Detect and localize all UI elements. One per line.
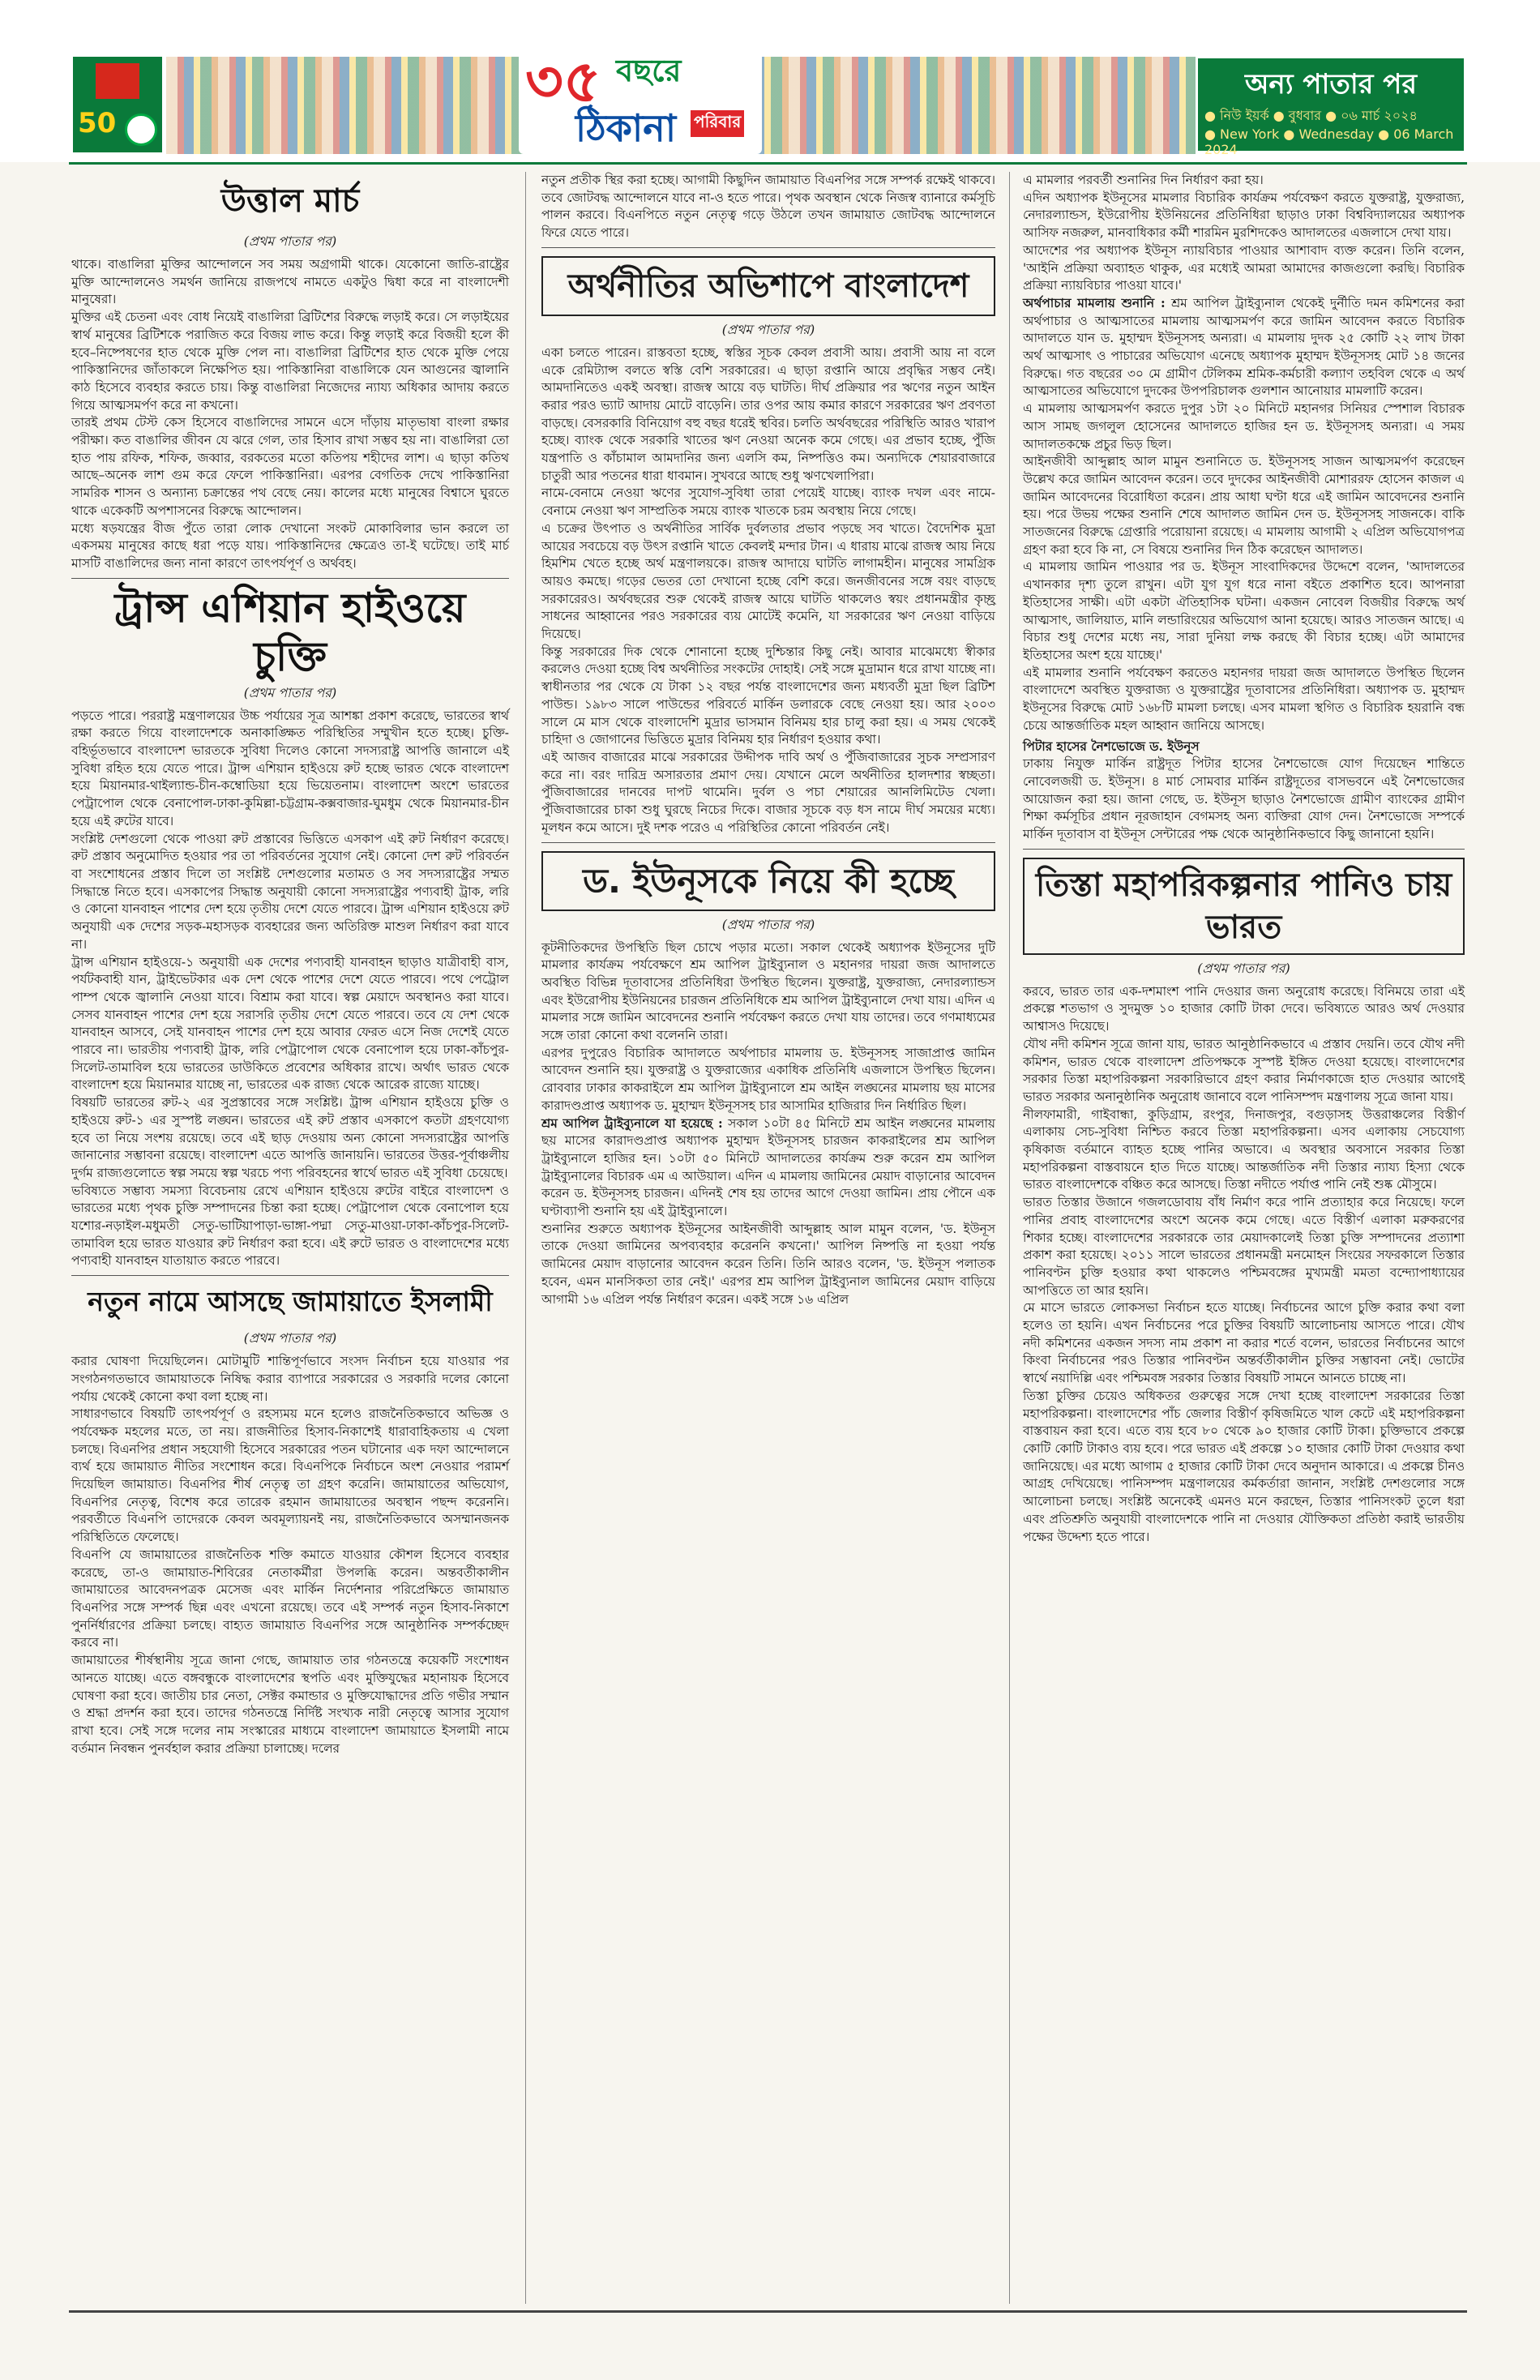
article-paragraph: ঢাকায় নিযুক্ত মার্কিন রাষ্ট্রদূত পিটার হাসের নৈশভোজে যোগ দিয়েছেন শান্তিতে নোবেলজয়ী ড. ইউনূস। ৪ মার্চ সোমবার মার্কিন রাষ্ট্রদূতের বাসভবনে এই নৈশভোজের আয়োজন করা হয়। জানা গেছে, ড. ইউনূস ছাড়াও নৈশভোজে গ্রামীণ ব্যাংকের গ্রামীণ শিক্ষা কর্মসূচির প্রধান নূরজাহান বেগমসহ অন্য ব্যক্তিরা যোগ দেন। নৈশভোজে সম্পর্কে মার্কিন দূতাবাস বা ইউনূস সেন্টারের পক্ষ থেকে আনুষ্ঠানিকভাবে কিছু জানানো হয়নি। [1023,756,1465,842]
divider [71,578,509,579]
article-title-asian-highway: ট্রান্স এশিয়ান হাইওয়ে চুক্তি [114,584,466,680]
article-paragraph: এই আজব বাজারের মাঝে সরকারের উদ্দীপক দাবি অর্থ ও পুঁজিবাজারের সুচক সম্প্রসারণ করে না। বরং দারিদ্র অসারতার প্রমাণ দেয়। যেখানে মেলে অর্থনীতির হালদশার স্বচ্ছতা। পুঁজিবাজারের দানবের দাপট থামেনি। দুর্বল ও পচা শেয়ারের আনলিমিটেড খেলা। পুঁজিবাজারের চাকা শুধু ঘুরছে নিচের দিকে। বাজার সূচকে বড় ধস নামে দীর্ঘ সময়ের মধ্যে। মূলধন কমে আসে। দুই দশক পরেও এ পরিস্থিতির কোনো পরিবর্তন নেই। [541,749,995,835]
article-paragraph: এরপর দুপুরেও বিচারিক আদালতে অর্থপাচার মামলায় ড. ইউনূসসহ সাজাপ্রাপ্ত জামিন আবেদন শুনানি হয়। যুক্তরাষ্ট্র ও যুক্তরাজ্যের একাধিক প্রতিনিধি এজলাসে উপস্থিত ছিলেন। রোববার ঢাকার কাকরাইলে শ্রম আপিল ট্রাইব্যুনালে শ্রম আইন লঙ্ঘনের মামলায় ছয় মাসের কারাদণ্ডপ্রাপ্ত অধ্যাপক ড. মুহাম্মদ ইউনূসসহ চার আসামির হাজিরার দিন নির্ধারিত ছিল। [541,1045,995,1113]
article-title-yunus: ড. ইউনূসকে নিয়ে কী হচ্ছে [541,851,995,911]
article-paragraph: কিন্তু সরকারের দিক থেকে শোনানো হচ্ছে দুশ্চিন্তার কিছু নেই। আবার মাঝেমধ্যে স্বীকার করলেও দেওয়া হচ্ছে বিশ্ব অর্থনীতির সংকটের দোহাই। সেই সঙ্গে মুদ্রামান ধরে রাখা যাচ্ছে না। স্বাধীনতার পর থেকে যে টাকা ১২ বছর পর্যন্ত বাংলাদেশের জন্য মধ্যবর্তী মুদ্রা ছিল ব্রিটিশ পাউন্ড। ১৯৮৩ সালে পাউন্ডের পরিবর্তে মার্কিন ডলারকে বেছে নেওয়া হয়। আর ২০০৩ সালে মে মাস থেকে বাংলাদেশি মুদ্রার ভাসমান বিনিময় হার চালু করা হয়। এ সময় থেকেই চাহিদা ও জোগানের ভিত্তিতে মুদ্রার বিনিময় হার নির্ধারণ হওয়ার কথা। [541,644,995,747]
column-3 [1023,172,1465,1546]
article-title-jamaat: নতুন নামে আসছে জামায়াতে ইসলামী [88,1286,493,1318]
date-line-bn: ● নিউ ইয়র্ক ● বুধবার ● ০৬ মার্চ ২০২৪ [1204,108,1418,123]
article-kicker: (প্রথম পাতার পর) [721,321,815,337]
column-divider [1009,172,1010,2304]
article-paragraph: করার ঘোষণা দিয়েছিলেন। মোটামুটি শান্তিপূর্ণভাবে সংসদ নির্বাচন হয়ে যাওয়ার পর সংগঠনগতভাবে জামায়াতকে নিষিদ্ধ করার ব্যাপারে সরকারের ও সরকারি দলের কোনো পর্যায় থেকেই কোনো কথা বলা হচ্ছে না। [71,1354,509,1404]
article-kicker: (প্রথম পাতার পর) [1197,960,1290,976]
section-title: অন্য পাতার পর [1244,68,1418,101]
section-banner [1198,58,1464,157]
article-paragraph: ভবিষ্যতে সম্ভাব্য সমস্যা বিবেচনায় রেখে এশিয়ান হাইওয়ে রুটের বাইরে বাংলাদেশ ও ভারতের মধ্যে পৃথক চুক্তি সম্পাদনের চিন্তা করা হচ্ছে। পেট্রাপোল থেকে বেনাপোল হয়ে যশোর-নড়াইল-মধুমতী সেতু-ভাটিয়াপাড়া-ভাঙ্গা-পদ্মা সেতু-মাওয়া-ঢাকা-কাঁচপুর-সিলেট-তামাবিল হয়ে ভারত যাওয়ার রুট নির্ধারণ করা হবে। এই রুটে ভারত ও বাংলাদেশের মধ্যে পণ্যবাহী যানবাহন যাতায়াত করতে পারবে। [71,1183,509,1269]
article-paragraph: সাধারণভাবে বিষয়টি তাৎপর্যপূর্ণ ও রহস্যময় মনে হলেও রাজনৈতিকভাবে অভিজ্ঞ ও পর্যবেক্ষক মহলের মতে, তা নয়। রাজনীতির হিসাব-নিকাশেই ধারাবাহিকতায় এ খেলা চলছে। বিএনপির প্রধান সহযোগী হিসেবে সরকারের পতন ঘটানোর এক দফা আন্দোলনে ব্যর্থ হয়ে জামায়াত নীতির সংশোধন করে। বিএনপিকে নির্বাচনে অংশ নেওয়ার পরামর্শ দিয়েছিল জামায়াত। বিএনপির শীর্ষ নেতৃত্ব তা গ্রহণ করেনি। জামায়াতের অভিযোগ, বিএনপির নেতৃত্ব, বিশেষ করে তারেক রহমান জামায়াতের অবস্থান পছন্দ করেননি। পরবর্তীতে বিএনপি তাদেরকে কেবল অবমূল্যায়নই নয়, রাজনৈতিকভাবে অসম্মানজনক পরিস্থিতিতে ফেলেছে। [71,1406,509,1545]
article-paragraph: নতুন প্রতীক স্থির করা হচ্ছে। আগামী কিছুদিন জামায়াত বিএনপির সঙ্গে সম্পর্ক রক্ষেই থাকবে। তবে জোটবদ্ধ আন্দোলনে যাবে না-ও হতে পারে। পৃথক অবস্থান থেকে নিজস্ব ব্যানারে কর্মসূচি পালন করবে। বিএনপিতে নতুন নেতৃত্ব গড়ে উঠলে তখন জামায়াত জোটবদ্ধ আন্দোলনে ফিরে যেতে পারে। [541,173,995,241]
article-paragraph: এই মামলার শুনানি পর্যবেক্ষণ করতেও মহানগর দায়রা জজ আদালতে উপস্থিত ছিলেন বাংলাদেশে অবস্থিত যুক্তরাজ্য ও যুক্তরাষ্ট্রের দূতাবাসের প্রতিনিধিরা। অধ্যাপক ড. মুহাম্মদ ইউনূসের বিরুদ্ধে মোট ১৬৮টি মামলা চলছে। এসব মামলা স্থগিত ও বিচারিক হয়রানি বন্ধ চেয়ে আন্তর্জাতিক মহল আহ্বান জানিয়ে আসছে। [1023,665,1465,733]
article-title-economy: অর্থনীতির অভিশাপে বাংলাদেশ [541,256,995,316]
article-paragraph: সংশ্লিষ্ট দেশগুলো থেকে পাওয়া রুট প্রস্তাবের ভিত্তিতে এসকাপ এই রুট নির্ধারণ করেছে। রুট প্রস্তাব অনুমোদিত হওয়ার পর তা পরিবর্তনের সুযোগ নেই। কোনো দেশ রুট পরিবর্তন বা সংশোধনের প্রস্তাব দিলে তা সংশ্লিষ্ট দেশগুলোর মতামত ও সব সদস্যরাষ্ট্রের সম্মত সিদ্ধান্তে নিতে হবে। এসকাপের সিদ্ধান্ত অনুযায়ী কোনো সদস্যরাষ্ট্রের পণ্যবাহী ট্রাক, লরি ও কোনো যানবাহন পাশের দেশ হয়ে তৃতীয় দেশে যেতে পারবে। ট্রান্স এশিয়ান হাইওয়ে রুট অনুযায়ী এক দেশের সড়ক-মহাসড়ক ব্যবহারের জন্য অতিরিক্ত মাশুল নির্ধারণ করা যাবে না। [71,831,509,952]
article-paragraph: মে মাসে ভারতে লোকসভা নির্বাচন হতে যাচ্ছে। নির্বাচনের আগে চুক্তি করার কথা বলা হলেও তা হয়নি। এখন নির্বাচনের পরে চুক্তির বিষয়টি আলোচনায় আসতে পারে। যৌথ নদী কমিশনের একজন সদস্য নাম প্রকাশ না করার শর্তে বলেন, ভারতের নির্বাচনের আগে কিংবা নির্বাচনের পরও তিস্তার পানিবণ্টন অন্তর্বর্তীকালীন চুক্তির সম্ভাবনা নেই। ভোটের স্বার্থে নয়াদিল্লি এবং পশ্চিমবঙ্গ সরকার তিস্তার বিষয়টি সামনে আনতে চাচ্ছে না। [1023,1300,1465,1386]
article-paragraph: এদিন অধ্যাপক ইউনূসের মামলার বিচারিক কার্যক্রম পর্যবেক্ষণ করতে যুক্তরাষ্ট্র, যুক্তরাজ্য, নেদারল্যান্ডস, ইউরোপীয় ইউনিয়নের প্রতিনিধিরা ছাড়াও ঢাকা বিশ্ববিদ্যালয়ের অধ্যাপক আসিফ নজরুল, মানবাধিকার কর্মী শারমিন মুরশিদকেও আদালতের এজলাসে দেখা যায়। [1023,190,1465,241]
article-paragraph: এ মামলায় আত্মসমর্পণ করতে দুপুর ১টা ২০ মিনিটে মহানগর সিনিয়র স্পেশাল বিচারক আস সামছ জগলুল হোসেনের আদালতে হাজির হন ড. ইউনূসসহ অন্যরা। এ সময় আদালতকক্ষে প্রচুর ভিড় ছিল। [1023,401,1465,452]
logo-family: পরিবার [691,110,744,137]
monument-icon [96,63,139,99]
article-kicker: (প্রথম পাতার পর) [243,1330,337,1346]
article-paragraph: আইনজীবী আব্দুল্লাহ আল মামুন শুনানিতে ড. ইউনূসসহ সাজন আত্মসমর্পণ করেছেন উল্লেখ করে জামিন আবেদন করেন। তবে দুদকের আইনজীবী মোশাররফ হোসেন কাজল এ জামিন আবেদনের বিরোধিতা করেন। প্রায় আধা ঘণ্টা ধরে এই জামিন আবেদনের শুনানি হয়। পরে উভয় পক্ষের শুনানি শেষে আদালত জামিন দেন ড. ইউনূসসহ সাজনকে। বাকি সাতজনের বিরুদ্ধে গ্রেপ্তারি পরোয়ানা রয়েছে। এ মামলায় আগামী ২ এপ্রিল অভিযোগপত্র গ্রহণ করা হবে কি না, সে বিষয়ে শুনানির দিন ঠিক করেছেন আদালত। [1023,454,1465,557]
article-paragraph: ট্রান্স এশিয়ান হাইওয়ে-১ অনুযায়ী এক দেশের পণ্যবাহী যানবাহন ছাড়াও যাত্রীবাহী বাস, পর্যটকবাহী যান, ট্রাইভেটকার এক দেশ থেকে পাশের দেশে যেতে পারবে। পথে পেট্রোল পাম্প থেকে জ্বালানি নেওয়া যাবে। বিশ্রাম করা যাবে। স্বল্প মেয়াদে অবস্থানও করা যাবে। সেসব যানবাহন পাশের দেশ হয়ে সরাসরি তৃতীয় দেশে যেতে পারবে। তবে যে দেশ থেকে যানবাহন আসবে, সেই যানবাহন পাশের দেশ হয়ে আবার ফেরত এসে নিজ দেশেই যেতে পারবে না। ভারতীয় পণ্যবাহী ট্রাক, লরি পেট্রাপোল থেকে বেনাপোল হয়ে ঢাকা-কাঁচপুর-সিলেট-তামাবিল হয়ে ভারতের ডাউকিতে প্রবেশের অধিকার রাখে। অর্থাৎ ভারত থেকে বাংলাদেশ হয়ে মিয়ানমার যাচ্ছে না, ভারতের এক রাজ্য থেকে আরেক রাজ্যে যাচ্ছে। [71,954,509,1093]
inline-subhead: শ্রম আপিল ট্রাইব্যুনালে যা হয়েছে : [541,1115,723,1131]
article-paragraph: শুনানির শুরুতে অধ্যাপক ইউনূসের আইনজীবী আব্দুল্লাহ আল মামুন বলেন, 'ড. ইউনূস তাকে দেওয়া জামিনের অপব্যবহার করেননি কখনো।' আপিল নিষ্পত্তি না হওয়া পর্যন্ত জামিনের মেয়াদ বাড়ানোর আবেদন করেন তিনি। তিনি আরও বলেন, 'ড. ইউনূস পলাতক হবেন, এমন মানসিকতা তার নেই।' এরপর শ্রম আপিল ট্রাইব্যুনাল জামিনের মেয়াদ বাড়িয়ে আগামী ১৬ এপ্রিল পর্যন্ত নির্ধারণ করেন। একই সঙ্গে ১৬ এপ্রিল [541,1221,995,1307]
column-1 [71,172,509,1757]
divider [541,842,995,843]
divider [541,247,995,248]
page-number-badge [73,57,162,152]
article-paragraph: কূটনীতিকদের উপস্থিতি ছিল চোখে পড়ার মতো। সকাল থেকেই অধ্যাপক ইউনূসের দুটি মামলার কার্যক্রম পর্যবেক্ষণে শ্রম আপিল ট্রাইব্যুনাল ও মহানগর দায়রা জজ আদালতে অবস্থিত বিভিন্ন দূতাবাসের প্রতিনিধিরা উপস্থিত ছিলেন। যুক্তরাষ্ট্র, যুক্তরাজ্য, নেদারল্যান্ডস এবং ইউরোপীয় ইউনিয়নের চারজন প্রতিনিধিকে শ্রম আপিল ট্রাইব্যুনালে দেখা যায়। এদিন এ মামলার সঙ্গে জামিন আবেদনের শুনানি পর্যবেক্ষণ করতে দেখা যায় তাদের। তবে গণমাধ্যমের সঙ্গে তারা কোনো কথা বলেননি তারা। [541,940,995,1043]
article-paragraph: তারই প্রথম টেস্ট কেস হিসেবে বাঙালিদের সামনে এসে দাঁড়ায় মাতৃভাষা বাংলা রক্ষার পরীক্ষা। কত বাঙালির জীবন যে ঝরে গেল, তার হিসাব রাখা সম্ভব হয় না। বাঙালিরা তো হাত পায় রফিক, শফিক, জব্বার, বরকতের মতো কতিপয় শহীদের লাশ। এ ছাড়া কতিথ আছে–অনেক লাশ গুম করে ফেলে পাকিস্তানিরা। এরপর বেগতিক দেখে পাকিস্তানিরা সামরিক শাসন ও অন্যান্য চক্রান্তের পথ বেছে নেয়। কালের মধ্যে মানুষের বিশ্বাসে ঘুরতে থাকে একেকটি অপশাসনের বিরুদ্ধে আন্দোলন। [71,415,509,518]
column-2 [541,172,995,1308]
article-paragraph: এ মামলায় জামিন পাওয়ার পর ড. ইউনূস সাংবাদিকদের উদ্দেশে বলেন, 'আদালতের এখানকার দৃশ্য তুলে রাখুন। এটা যুগ যুগ ধরে নানা বইতে প্রকাশিত হবে। আপনারা ইতিহাসের সাক্ষী। এটা একটা ঐতিহাসিক ঘটনা। একজন নোবেল বিজয়ীর বিরুদ্ধে অর্থ আত্মসাৎ, জালিয়াত, মানি লন্ডারিংয়ের অভিযোগ আনা হয়েছে। আরও সাতজন আছে। এ বিচার শুধু দেশের মধ্যে নয়, সারা দুনিয়া লক্ষ করছে কী বিচার হচ্ছে। এটা আমাদের ইতিহাসের অংশ হয়ে যাচ্ছে।' [1023,559,1465,662]
inline-subhead: অর্থপাচার মামলায় শুনানি : [1023,295,1166,310]
article-paragraph: করবে, ভারত তার এক-দশমাংশ পানি দেওয়ার জন্য অনুরোধ করেছে। বিনিময়ে তারা এই প্রকল্পে শতভাগ ও সুদমুক্ত ১০ হাজার কোটি টাকা দেবে। ভবিষ্যতে আরও অর্থ দেওয়ার আশ্বাসও দিয়েছে। [1023,983,1465,1034]
article-title-uttal-march: উত্তাল মার্চ [220,182,360,220]
logo-number: ৩৫ [525,47,601,115]
article-paragraph: থাকে। বাঙালিরা মুক্তির আন্দোলনে সব সময় অগ্রগামী থাকে। যেকোনো জাতি-রাষ্ট্রের মুক্তি আন্দোলনেও সমর্থন জানিয়ে রাজপথে নামতে একটুও দ্বিধা করে না বাংলাদেশী মানুষেরা। [71,257,509,307]
date-line-en: ● New York ● Wednesday ● 06 March 2024 [1204,126,1454,157]
header-rule [69,162,1467,165]
logo-years: বছরে [616,53,682,88]
article-paragraph: নামে-বেনামে নেওয়া ঋণের সুযোগ-সুবিধা তারা পেয়েই যাচ্ছে। ব্যাংক দখল এবং নামে-বেনামে নেওয়া ঋণ সাম্প্রতিক সময়ে ব্যাংক খাতকে চরম অবস্থায় নিয়ে গেছে। [541,486,995,519]
article-paragraph: নীলফামারী, গাইবান্ধা, কুড়িগ্রাম, রংপুর, দিনাজপুর, বগুড়াসহ উত্তরাঞ্চলের বিস্তীর্ণ এলাকায় সেচ-সুবিধা নিশ্চিত করবে তিস্তা মহাপরিকল্পনা। এসব এলাকায় সেচযোগ্য কৃষিকাজ বর্তমানে ব্যাহত হচ্ছে পানির অভাবে। এ অবস্থার অবসানে সরকার তিস্তা মহাপরিকল্পনা বাস্তবায়নে হাত দিতে যাচ্ছে। আন্তর্জাতিক নদী তিস্তার ন্যায্য হিস্যা থেকে ভারত বাংলাদেশকে বঞ্চিত করে আসছে। তিস্তা নদীতে পর্যাপ্ত পানি নেই শুষ্ক মৌসুমে। [1023,1107,1465,1192]
article-paragraph: আদেশের পর অধ্যাপক ইউনূস ন্যায়বিচার পাওয়ার আশাবাদ ব্যক্ত করেন। তিনি বলেন, 'আইনি প্রক্রিয়া অব্যাহত থাকুক, এর মধ্যেই আমরা আমাদের কাজগুলো করছি। বিচারিক প্রক্রিয়া ন্যায়বিচার পাওয়া যাবে।' [1023,242,1465,293]
article-paragraph: বিষয়টি ভারতের রুট-২ এর সুপ্রস্তাবের সঙ্গে সংশ্লিষ্ট। ট্রান্স এশিয়ান হাইওয়ে চুক্তি ও হাইওয়ে রুট-১ এর সুস্পষ্ট লঙ্ঘন। ভারতের এই রুট প্রস্তাব এসকাপে কতটা গ্রহণযোগ্য হবে তা নিয়ে সংশয় রয়েছে। তবে এই ছাড় দেওয়ায় অন্য কোনো সদস্যরাষ্ট্রের আপত্তি জানানোর সম্ভাবনা রয়েছে। বাংলাদেশ এতে আপত্তি জানায়নি। ভারতের উত্তর-পূর্বাঞ্চলীয় দুর্গম রাজ্যগুলোতে স্বল্প সময়ে স্বল্প খরচে পণ্য পরিবহনের স্বার্থে ভারত এই সুবিধা চেয়েছে। [71,1095,509,1180]
subhead-peter-haas: পিটার হাসের নৈশভোজে ড. ইউনূস [1023,738,1200,754]
article-paragraph: যৌথ নদী কমিশন সূত্রে জানা যায়, ভারত আনুষ্ঠানিকভাবে এ প্রস্তাব দেয়নি। তবে যৌথ নদী কমিশন, ভারত থেকে বাংলাদেশ প্রতিপক্ষকে সুস্পষ্ট ইঙ্গিত দেওয়া হয়েছে। বাংলাদেশের সরকার তিস্তা মহাপরিকল্পনা সরকারিভাবে গ্রহণ করার নির্মাণকাজে হাত দেওয়ার আগেই ভারত সরকার অনানুষ্ঠানিক অনুরোধ জানাবে বলে পানিসম্পদ মন্ত্রণালয় সূত্রে জানা যায়। [1023,1036,1465,1104]
page-number: 50 [78,107,117,139]
column-divider [525,172,526,2304]
article-paragraph: মুক্তির এই চেতনা এবং বোধ নিয়েই বাঙালিরা ব্রিটিশের বিরুদ্ধে লড়াই করে। সে লড়াইয়ের স্বার্থ মানুষের ব্রিটিশকে পরাজিত করে বিজয় লাভ করে। কিন্তু লড়াই করে বিজয়ী হলে কী হবে–নিষ্পেষণের হাত থেকে মুক্তি পেল না। বাঙালিরা ব্রিটিশের হাত থেকে মুক্তি পেয়ে পাকিস্তানিদের জাঁতাকলে নিক্ষেপিত হয়। পাকিস্তানিরা বাঙালিকে যেন আগুনের জ্বালানি কাঠ হিসেবে ব্যবহার করতে চায়। কিন্তু বাঙালিরা নিজেদের ন্যায্য অধিকার আদায় করতে গিয়ে আত্মসমর্পণ করে না কখনো। [71,310,509,413]
article-paragraph: ভারত তিস্তার উজানে গজলডোবায় বাঁধ নির্মাণ করে পানি প্রত্যাহার করে নিয়েছে। ফলে পানির প্রবাহ বাংলাদেশের অংশে অনেক কমে গেছে। এতে বিস্তীর্ণ এলাকা মরুকরণের শিকার হচ্ছে। বাংলাদেশের সরকারকে তার মেয়াদকালেই তিস্তা চুক্তি সম্পাদনের প্রত্যাশা প্রকাশ করা হয়েছে। ২০১১ সালে ভারতের প্রধানমন্ত্রী মনমোহন সিংয়ের সফরকালে তিস্তার পানিবণ্টন চুক্তি হওয়ার কথা থাকলেও পশ্চিমবঙ্গের মুখ্যমন্ত্রী মমতা বন্দ্যোপাধ্যায়ের আপত্তিতে তা আর হয়নি। [1023,1195,1465,1298]
logo-brand: ঠিকানা [575,106,677,150]
divider [71,1275,509,1276]
article-kicker: (প্রথম পাতার পর) [243,233,337,249]
article-paragraph: একা চলতে পারেন। রাস্তবতা হচ্ছে, স্বস্তির সূচক কেবল প্রবাসী আয়। প্রবাসী আয় না বলে একে রেমিট্যান্স বলতে স্বস্তি বেশি সরকারের। এ ছাড়া রপ্তানি আয়ে প্রবৃদ্ধির সম্ভব নেই। আমদানিতেও একই অবস্থা। রাজস্ব আয়ে বড় ঘাটতি। দীর্ঘ প্রক্রিয়ার পর ঋণের নতুন আইন করার পরও ভ্যাট আদায় মোটে বাড়েনি। তার ওপর আয় কমার কারণে সরকারের ঋণ প্রবণতা বাড়ছে। বেসরকারি বিনিয়োগ বহু বছর ধরেই স্থবির। চলতি অর্থবছরের পরিস্থিতি আরও খারাপ হচ্ছে। ব্যাংক থেকে সরকারি খাতের ঋণ নেওয়া অনেক কমে গেছে। এর প্রভাব হচ্ছে, পুঁজি যন্ত্রপাতি ও কাঁচামাল আমদানির জন্য এলসি কম, নিষ্পত্তিও কম। অন্যদিকে শেয়ারবাজারে চাতুরী আর পতনের ধারা ধাবমান। সুখবরে আছে শুধু ঋণখেলাপিরা। [541,345,995,483]
footer-rule [69,2310,1467,2313]
article-paragraph: বিএনপি যে জামায়াতের রাজনৈতিক শক্তি কমাতে যাওয়ার কৌশল হিসেবে ব্যবহার করেছে, তা-ও জামায়াত-শিবিরের নেতাকর্মীরা উপলব্ধি করেন। অন্তবর্তীকালীন জামায়াতের আবেদনপত্রক মেসেজ এবং মার্কিন নির্দেশনার পরিপ্রেক্ষিতে জামায়াত বিএনপির সঙ্গে সম্পর্ক ছিন্ন এবং এখনো রয়েছে। তবে এই সম্পর্ক নতুন হিসাব-নিকাশে পুনর্নির্ধারণের প্রক্রিয়া চলছে। বাহ্যত জামায়াত বিএনপির সঙ্গে আনুষ্ঠানিক সম্পর্কচ্ছেদ করবে না। [71,1547,509,1650]
divider [1023,849,1465,850]
article-paragraph: এ চক্রের উৎপাত ও অর্থনীতির সার্বিক দুর্বলতার প্রভাব পড়ছে সব খাতে। বৈদেশিক মুদ্রা আয়ের সবচেয়ে বড় উৎস রপ্তানি খাতে কেবলই মন্দার টান। এ ধারায় মাঝে রাজস্ব আয় নিয়ে হিমশিম খেতে হচ্ছে অর্থ মন্ত্রণালয়কে। রাজস্ব আদায়ে ঘাটতি লাগামহীন। মানুষের সামগ্রিক আয়ও কমছে। গড়ের ভেতর তো দেখানো হচ্ছে বেশি করে। জনজীবনের সঙ্গে বয়ং বাড়ছে সরকারেরও। অর্থবছরের শুরু থেকেই রাজস্ব আয়ে ঘাটতি থাকলেও স্বয়ং প্রধানমন্ত্রীর কৃচ্ছ্র সাধনের আহ্বানের পরও সরকারের ব্যয় মোটেই কমেনি, যা সরকারের ঋণ নেওয়া বাড়িয়ে দিয়েছে। [541,520,995,642]
article-paragraph: তিস্তা চুক্তির চেয়েও অধিকতর গুরুত্বের সঙ্গে দেখা হচ্ছে বাংলাদেশ সরকারের তিস্তা মহাপরিকল্পনা। বাংলাদেশের পাঁচ জেলার বিস্তীর্ণ কৃষিজমিতে খাল কেটে এই মহাপরিকল্পনা বাস্তবায়ন করা হবে। এতে ব্যয় হবে ৮০ থেকে ৯০ হাজার কোটি টাকা। চুক্তিভাবে প্রকল্পে কোটি কোটি টাকাও ব্যয় হবে। পরে ভারত এই প্রকল্পে ১০ হাজার কোটি টাকা দেওয়ার কথা জানিয়েছে। এর মধ্যে আগাম ৫ হাজার কোটি টাকা দেবে অনুদান আকারে। এ প্রকল্পে চীনও আগ্রহ দেখিয়েছে। পানিসম্পদ মন্ত্রণালয়ের কর্মকর্তারা জানান, সংশ্লিষ্ট দেশগুলোর সঙ্গে আলোচনা চলছে। সংশ্লিষ্ট অনেকেই এমনও মনে করছেন, তিস্তার পানিসংকট তুলে ধরা এবং প্রতিশ্রুতি অনুযায়ী বাংলাদেশকে পানি না দেওয়ার যৌক্তিকতা প্রতিষ্ঠা করাই ভারতীয় পক্ষের উদ্দেশ্য হতে পারে। [1023,1388,1465,1544]
page-header [0,0,1540,162]
article-paragraph: সকাল ১০টা ৪৫ মিনিটে শ্রম আইন লঙ্ঘনের মামলায় ছয় মাসের কারাদণ্ডপ্রাপ্ত অধ্যাপক মুহাম্মদ ইউনূসসহ চারজন কাকরাইলের শ্রম আপিল ট্রাইব্যুনালে হাজির হন। ১০টা ৫০ মিনিটে আদালতের কার্যক্রম শুরু করেন শ্রম আপিল ট্রাইব্যুনালের বিচারক এম এ আউয়াল। এদিন এ মামলায় জামিনের মেয়াদ বাড়ানোর আবেদন করেন ড. ইউনূসসহ চারজন। এদিনই শেষ হয় তাদের আগে দেওয়া জামিন। প্রায় পৌনে এক ঘণ্টাব্যাপী শুনানি হয় এই ট্রাইব্যুনালে। [541,1115,995,1219]
article-paragraph: শ্রম আপিল ট্রাইব্যুনাল থেকেই দুর্নীতি দমন কমিশনের করা অর্থপাচার ও আত্মসাতের মামলায় আত্মসমর্পণ করে জামিন আবেদন করতে বিচারিক আদালতে যান ড. মুহাম্মদ ইউনূসসহ অন্যরা। এ মামলায় দুদক ২৫ কোটি ২২ লাখ টাকা অর্থ আত্মসাৎ ও পাচারের অভিযোগ এনেছে অধ্যাপক মুহাম্মদ ইউনূসসহ মোট ১৪ জনের বিরুদ্ধে। গত বছরের ৩০ মে গ্রামীণ টেলিকম শ্রমিক-কর্মচারী কল্যাণ তহবিল থেকে এ অর্থ আত্মসাতের অভিযোগে দুদকের উপপরিচালক গুলশান আনোয়ার মামলাটি করেন। [1023,295,1465,399]
article-paragraph: জামায়াতের শীর্ষস্থানীয় সূত্রে জানা গেছে, জামায়াত তার গঠনতন্ত্রে কয়েকটি সংশোধন আনতে যাচ্ছে। এতে বঙ্গবন্ধুকে বাংলাদেশের স্থপতি এবং মুক্তিযুদ্ধের মহানায়ক হিসেবে ঘোষণা করা হবে। জাতীয় চার নেতা, সেক্টর কমান্ডার ও মুক্তিযোদ্ধাদের প্রতি গভীর সম্মান ও শ্রদ্ধা প্রদর্শন করা হবে। তাদের গঠনতন্ত্রে নির্দিষ্ট সংখ্যক নারী নেতৃত্বে আসার সুযোগ রাখা হবে। সেই সঙ্গে দলের নাম সংস্কারের মাধ্যমে বাংলাদেশ জামায়াতে ইসলামী নামে বর্তমান নিবন্ধন পুনর্বহাল করার প্রক্রিয়া চালাচ্ছে। দলের [71,1653,509,1756]
clock-icon [125,113,157,146]
article-paragraph: এ মামলার পরবর্তী শুনানির দিন নির্ধারণ করা হয়। [1023,173,1264,187]
article-kicker: (প্রথম পাতার পর) [721,916,815,932]
article-title-teesta: তিস্তা মহাপরিকল্পনার পানিও চায় ভারত [1023,858,1465,955]
article-paragraph: মধ্যে ষড়যন্ত্রের বীজ পুঁতে তারা লোক দেখানো সংকট মোকাবিলার ভান করলে তা একসময় মানুষের কাছে ধরা পড়ে যায়। পাকিস্তানিদের ক্ষেত্রেও তা-ই ঘটেছে। তাই মার্চ মাসটি বাঙালিদের জন্য নানা কারণে তাৎপর্যপূর্ণ ও অর্থবহ। [71,520,509,571]
article-kicker: (প্রথম পাতার পর) [243,684,337,700]
article-paragraph: পড়তে পারে। পররাষ্ট্র মন্ত্রণালয়ের উচ্চ পর্যায়ের সূত্র আশঙ্কা প্রকাশ করেছে, ভারতের স্বার্থ রক্ষা করতে গিয়ে বাংলাদেশকে অনাকাঙ্ক্ষিত পরিস্থিতির সম্মুখীন হতে হচ্ছে। চুক্তি-বহির্ভূতভাবে বাংলাদেশ ভারতকে সুবিধা দিলেও কোনো সদস্যরাষ্ট্র আপত্তি জানালে এই সুবিধা রহিত হয়ে যেতে পারে। ট্রান্স এশিয়ান হাইওয়ে রুট হচ্ছে ভারত থেকে বাংলাদেশ হয়ে মিয়ানমার-থাইল্যান্ড-চীন-কম্বোডিয়া হয়ে ভিয়েতনাম। বাংলাদেশ অংশে ভারতের পেট্রাপোল থেকে বেনাপোল-ঢাকা-কুমিল্লা-চট্টগ্রাম-কক্সবাজার-ঘুমধুম থেকে মিয়ানমার-চীন হয়ে এই রুটের যাবে। [71,708,509,828]
anniversary-logo [519,32,762,154]
